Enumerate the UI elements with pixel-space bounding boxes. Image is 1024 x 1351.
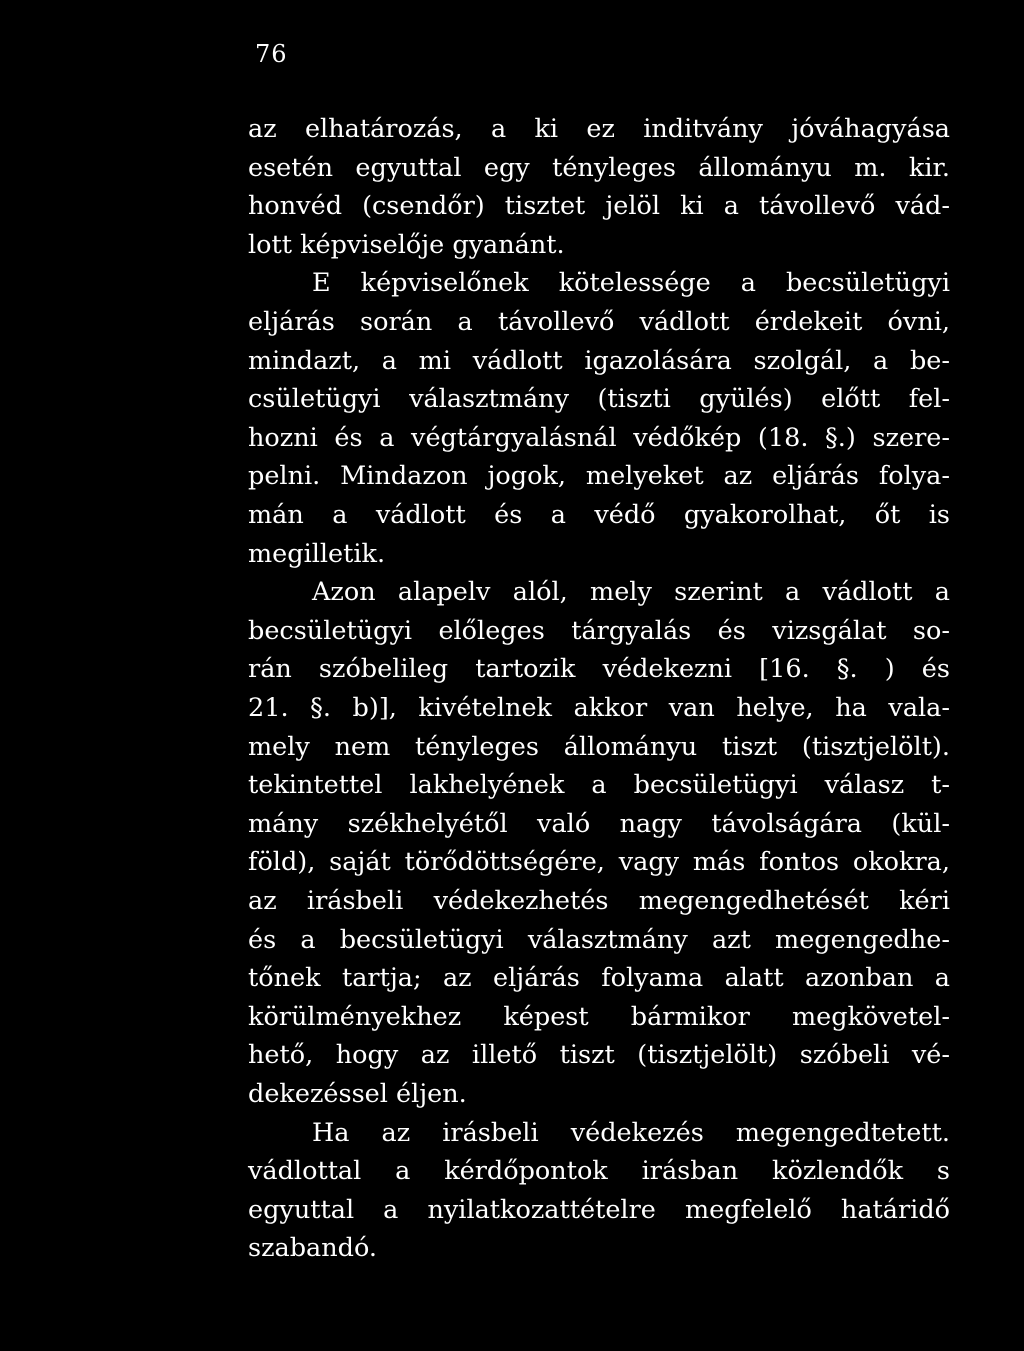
text-line: Azon alapelv alól, mely szerint a vádlott a [312,577,950,608]
text-line: dekezéssel éljen. [248,1079,467,1109]
text-line: hető, hogy az illető tiszt (tisztjelölt) szóbeli vé- [248,1040,950,1071]
text-line: esetén egyuttal egy tényleges állományu m. kir. [248,152,950,183]
text-line: körülményekhez képest bármikor megkövetel- [248,1001,950,1032]
text-line: az irásbeli védekezhetés megengedhetését kéri [248,886,950,916]
text-line: becsületügyi előleges tárgyalás és vizsgálat so- [248,615,950,646]
text-line: vádlottal a kérdőpontok irásban közlendők s [248,1156,950,1187]
text-line: lott képviselője gyanánt. [248,229,565,260]
text-line: szabandó. [248,1233,378,1264]
text-line: mindazt, a mi vádlott igazolására szolgál, a be- [248,345,950,376]
text-line: honvéd (csendőr) tisztet jelöl ki a távollevő vád- [248,191,950,222]
text-line: pelni. Mindazon jogok, melyeket az eljárás folya- [248,461,950,492]
text-line: föld), saját törődöttségére, vagy más fontos okokra, [248,847,950,878]
text-line: csületügyi választmány (tiszti gyülés) előtt fel- [248,384,950,415]
text-line: mely nem tényleges állományu tiszt (tisztjelölt). [248,731,950,762]
text-line: hozni és a végtárgyalásnál védőkép (18. §.) szere- [248,422,950,453]
text-line: 21. §. b)], kivételnek akkor van helye, ha vala- [248,693,950,723]
text-line: megilletik. [248,538,386,569]
text-line: mán a vádlott és a védő gyakorolhat, őt is [248,500,950,530]
text-line: tekintettel lakhelyének a becsületügyi válasz t- [248,770,950,801]
text-line: eljárás során a távollevő vádlott érdekeit óvni, [248,307,950,337]
text-line: egyuttal a nyilatkozattételre megfelelő határidő [248,1194,950,1225]
text-line: Ha az irásbeli védekezés megengedtetett. [312,1117,950,1148]
text-line: rán szóbelileg tartozik védekezni [16. §. ) és [248,654,950,685]
text-line: tőnek tartja; az eljárás folyama alatt azonban a [248,963,950,994]
text-line: és a becsületügyi választmány azt megengedhe- [248,924,950,955]
text-line: E képviselőnek kötelessége a becsületügyi [312,268,950,299]
text-line: az elhatározás, a ki ez inditvány jóváhagyása [248,114,950,144]
page-number: 76 [255,40,288,68]
text-line: mány székhelyétől való nagy távolságára (kül- [248,808,950,839]
